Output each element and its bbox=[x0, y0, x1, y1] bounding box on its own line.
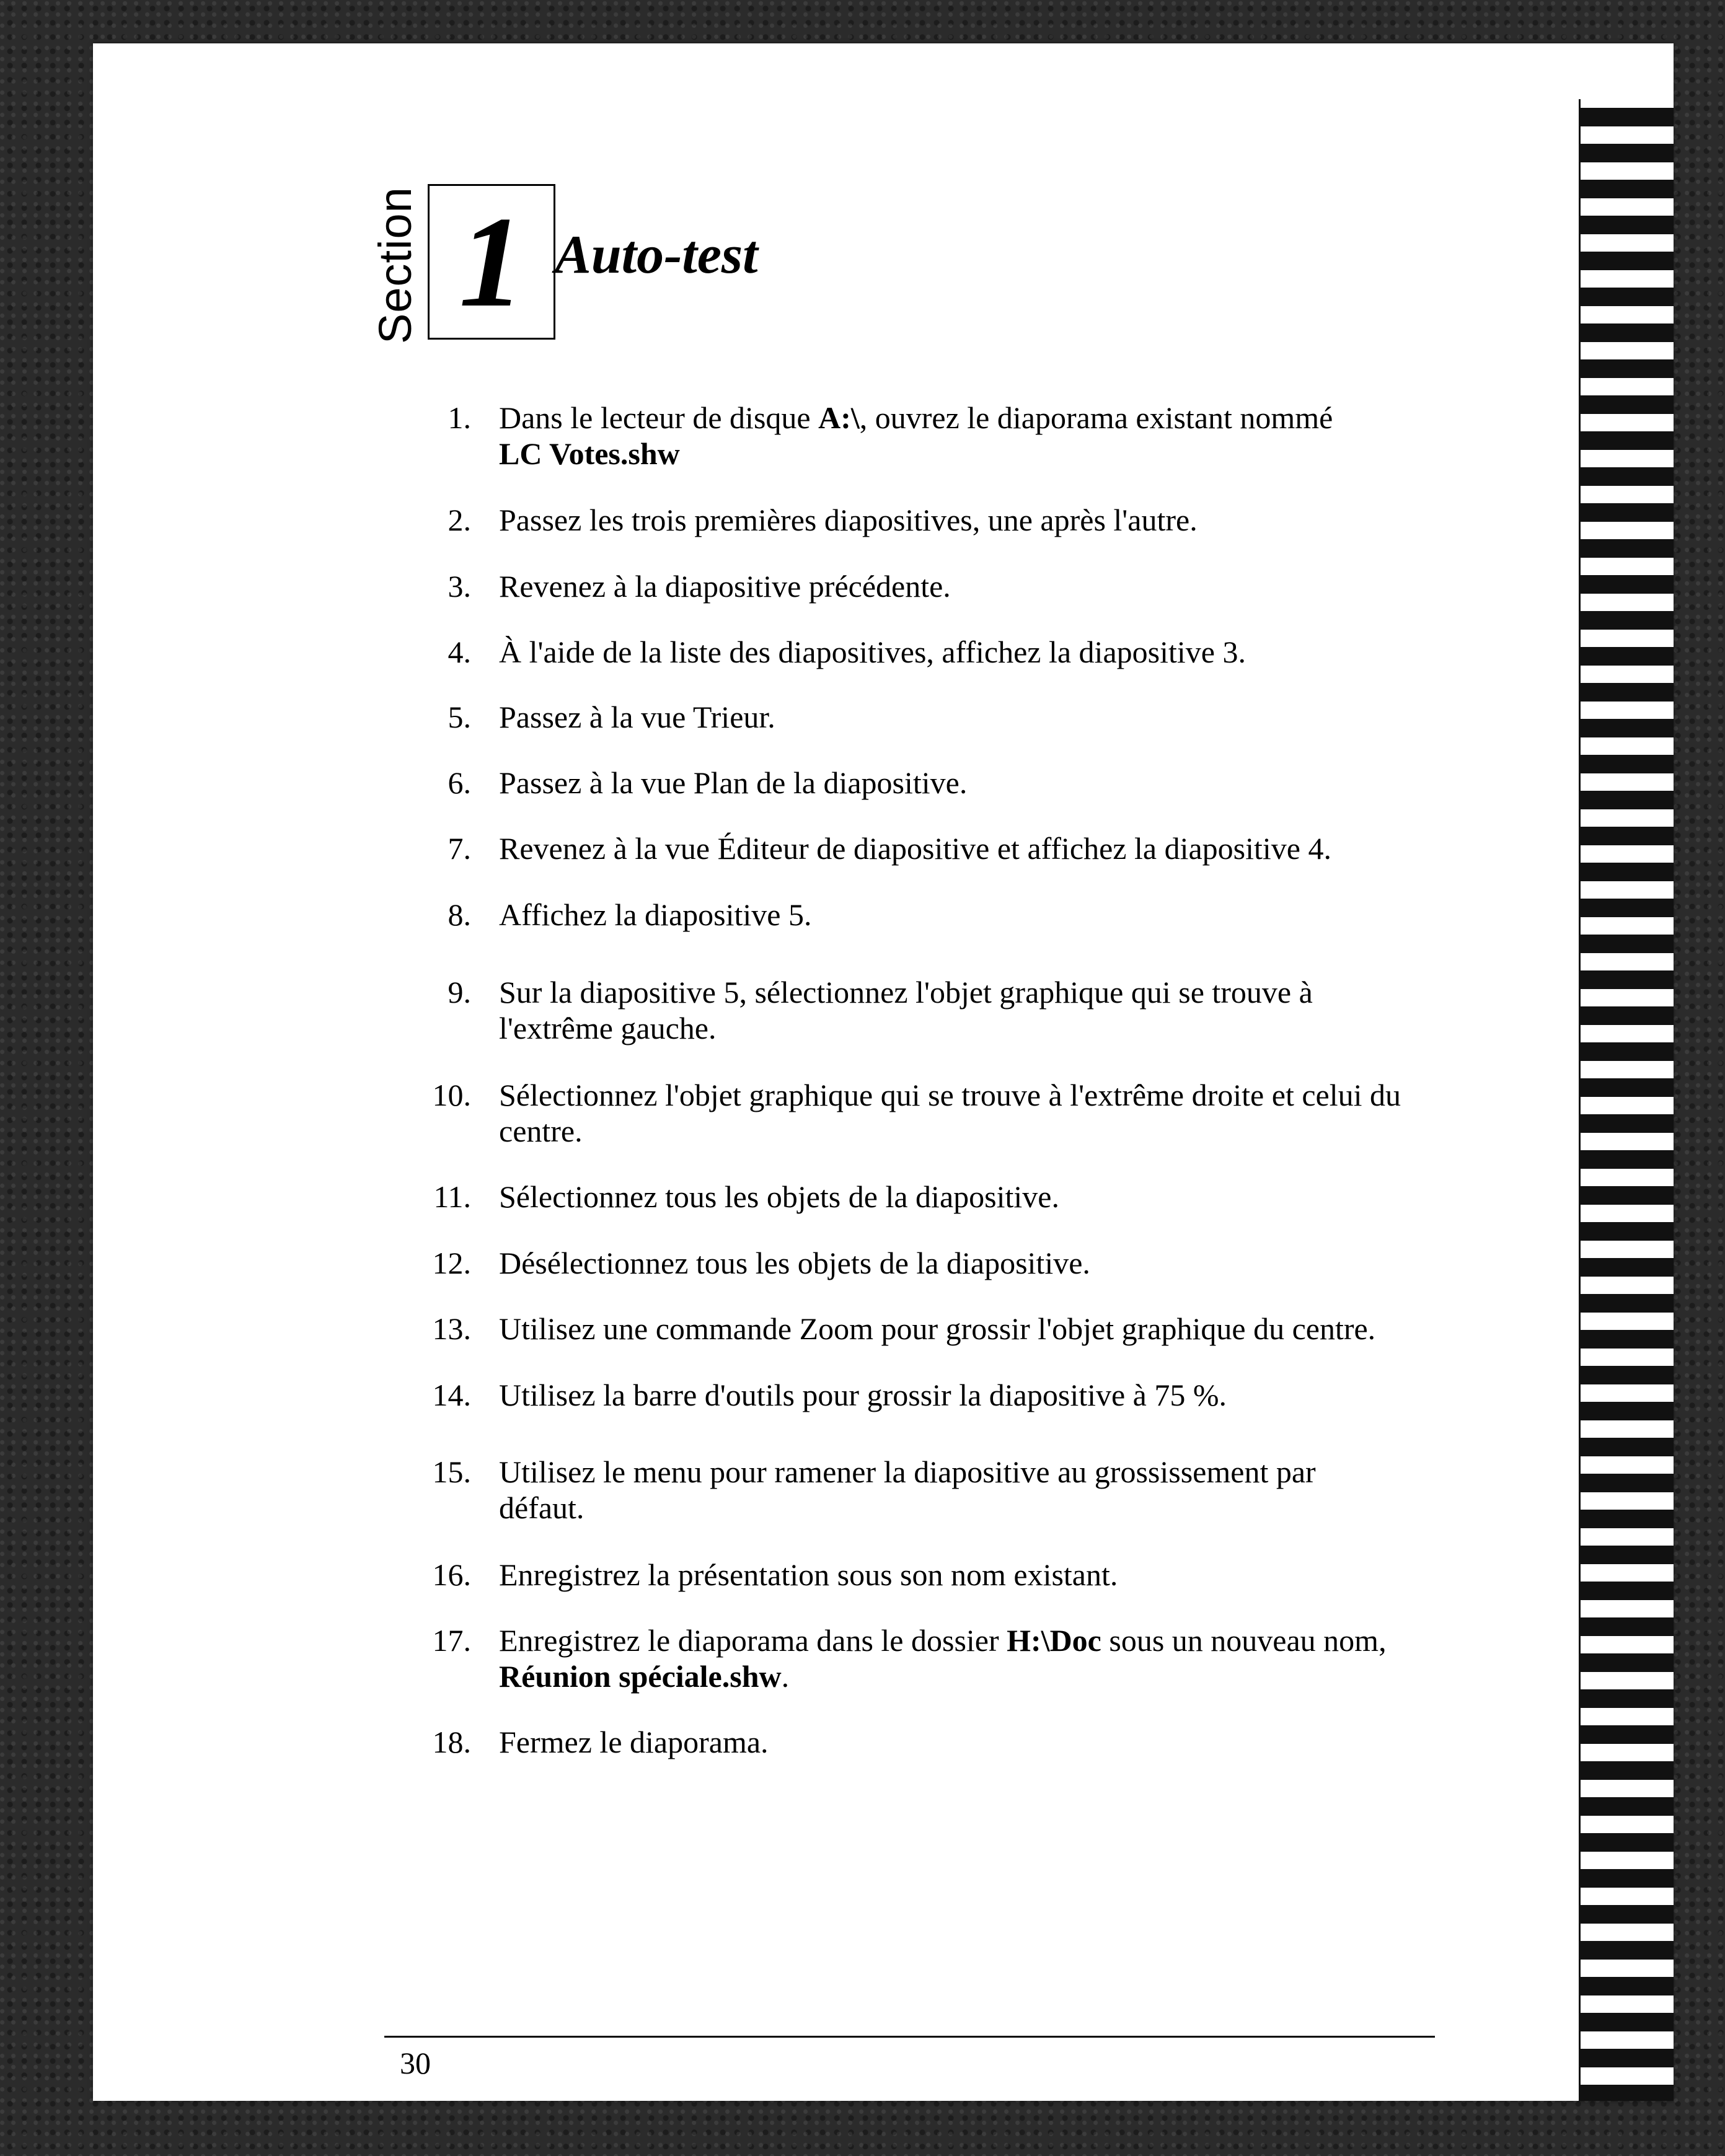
item-number: 10. bbox=[432, 1078, 471, 1112]
item-text bbox=[499, 1179, 1429, 1215]
item-text bbox=[499, 1077, 1429, 1149]
item-text bbox=[499, 1557, 1429, 1593]
bold-text: A:\ bbox=[818, 400, 860, 435]
spiral-binding bbox=[1579, 99, 1674, 2101]
text-run: Utilisez le menu pour ramener la diapositive au grossissement par bbox=[499, 1454, 1316, 1489]
section-number-box bbox=[428, 184, 555, 340]
item-text bbox=[499, 502, 1429, 538]
text-run: Revenez à la diapositive précédente. bbox=[499, 569, 951, 604]
section-label: Section bbox=[369, 187, 421, 344]
item-number: 1. bbox=[448, 400, 471, 435]
document-page bbox=[93, 43, 1674, 2101]
item-number: 18. bbox=[432, 1725, 471, 1759]
item-text bbox=[499, 1377, 1429, 1413]
item-number: 7. bbox=[448, 831, 471, 866]
item-number: 2. bbox=[448, 503, 471, 537]
text-run: Utilisez la barre d'outils pour grossir la diapositive à 75 %. bbox=[499, 1378, 1227, 1412]
text-run: Désélectionnez tous les objets de la diapositive. bbox=[499, 1246, 1090, 1280]
text-run: , ouvrez le diaporama existant nommé bbox=[859, 400, 1333, 435]
item-number: 15. bbox=[432, 1454, 471, 1489]
item-number: 4. bbox=[448, 635, 471, 669]
item-text bbox=[499, 1724, 1429, 1760]
item-number: 3. bbox=[448, 569, 471, 604]
bold-text: H:\Doc bbox=[1007, 1623, 1101, 1658]
text-run: Passez à la vue Plan de la diapositive. bbox=[499, 765, 968, 800]
footer-rule bbox=[384, 2036, 1435, 2038]
text-run: Enregistrez la présentation sous son nom existant. bbox=[499, 1557, 1118, 1592]
text-run: sous un nouveau nom, bbox=[1101, 1623, 1387, 1658]
item-text bbox=[499, 568, 1429, 604]
item-number: 13. bbox=[432, 1311, 471, 1346]
item-text bbox=[499, 974, 1429, 1046]
bold-text: Réunion spéciale.shw bbox=[499, 1659, 782, 1694]
text-run: . bbox=[781, 1659, 790, 1694]
item-text bbox=[499, 830, 1429, 866]
text-run: centre. bbox=[499, 1114, 583, 1148]
text-run: Dans le lecteur de disque bbox=[499, 400, 819, 435]
text-run: l'extrême gauche. bbox=[499, 1011, 717, 1045]
item-number: 12. bbox=[432, 1246, 471, 1280]
text-run: Enregistrez le diaporama dans le dossier bbox=[499, 1623, 1007, 1658]
text-run: Fermez le diaporama. bbox=[499, 1725, 769, 1759]
text-run: Passez à la vue Trieur. bbox=[499, 700, 775, 734]
section-number: 1 bbox=[459, 190, 524, 334]
item-text bbox=[499, 1311, 1429, 1347]
item-text bbox=[499, 400, 1429, 472]
item-number: 8. bbox=[448, 897, 471, 932]
bold-text: LC Votes.shw bbox=[499, 436, 680, 471]
item-number: 17. bbox=[432, 1623, 471, 1658]
item-text bbox=[499, 699, 1429, 735]
text-run: Revenez à la vue Éditeur de diapositive et affichez la diapositive 4. bbox=[499, 831, 1331, 866]
text-run: À l'aide de la liste des diapositives, affichez la diapositive 3. bbox=[499, 635, 1246, 669]
item-text bbox=[499, 897, 1429, 933]
text-run: défaut. bbox=[499, 1490, 585, 1525]
page-number: 30 bbox=[400, 2046, 431, 2080]
item-text bbox=[499, 1454, 1429, 1526]
item-text bbox=[499, 1622, 1429, 1694]
item-number: 11. bbox=[433, 1179, 471, 1214]
item-text bbox=[499, 1245, 1429, 1281]
text-run: Sélectionnez tous les objets de la diapositive. bbox=[499, 1179, 1059, 1214]
text-run: Passez les trois premières diapositives, une après l'autre. bbox=[499, 503, 1198, 537]
item-number: 16. bbox=[432, 1557, 471, 1592]
text-run: Affichez la diapositive 5. bbox=[499, 897, 812, 932]
text-run: Utilisez une commande Zoom pour grossir l'objet graphique du centre. bbox=[499, 1311, 1376, 1346]
item-number: 14. bbox=[432, 1378, 471, 1412]
item-text bbox=[499, 634, 1429, 670]
item-number: 6. bbox=[448, 765, 471, 800]
item-text bbox=[499, 765, 1429, 801]
item-number: 5. bbox=[448, 700, 471, 734]
page-title: Auto-test bbox=[555, 225, 758, 285]
text-run: Sur la diapositive 5, sélectionnez l'objet graphique qui se trouve à bbox=[499, 975, 1313, 1010]
item-number: 9. bbox=[448, 975, 471, 1010]
text-run: Sélectionnez l'objet graphique qui se trouve à l'extrême droite et celui du bbox=[499, 1078, 1401, 1112]
